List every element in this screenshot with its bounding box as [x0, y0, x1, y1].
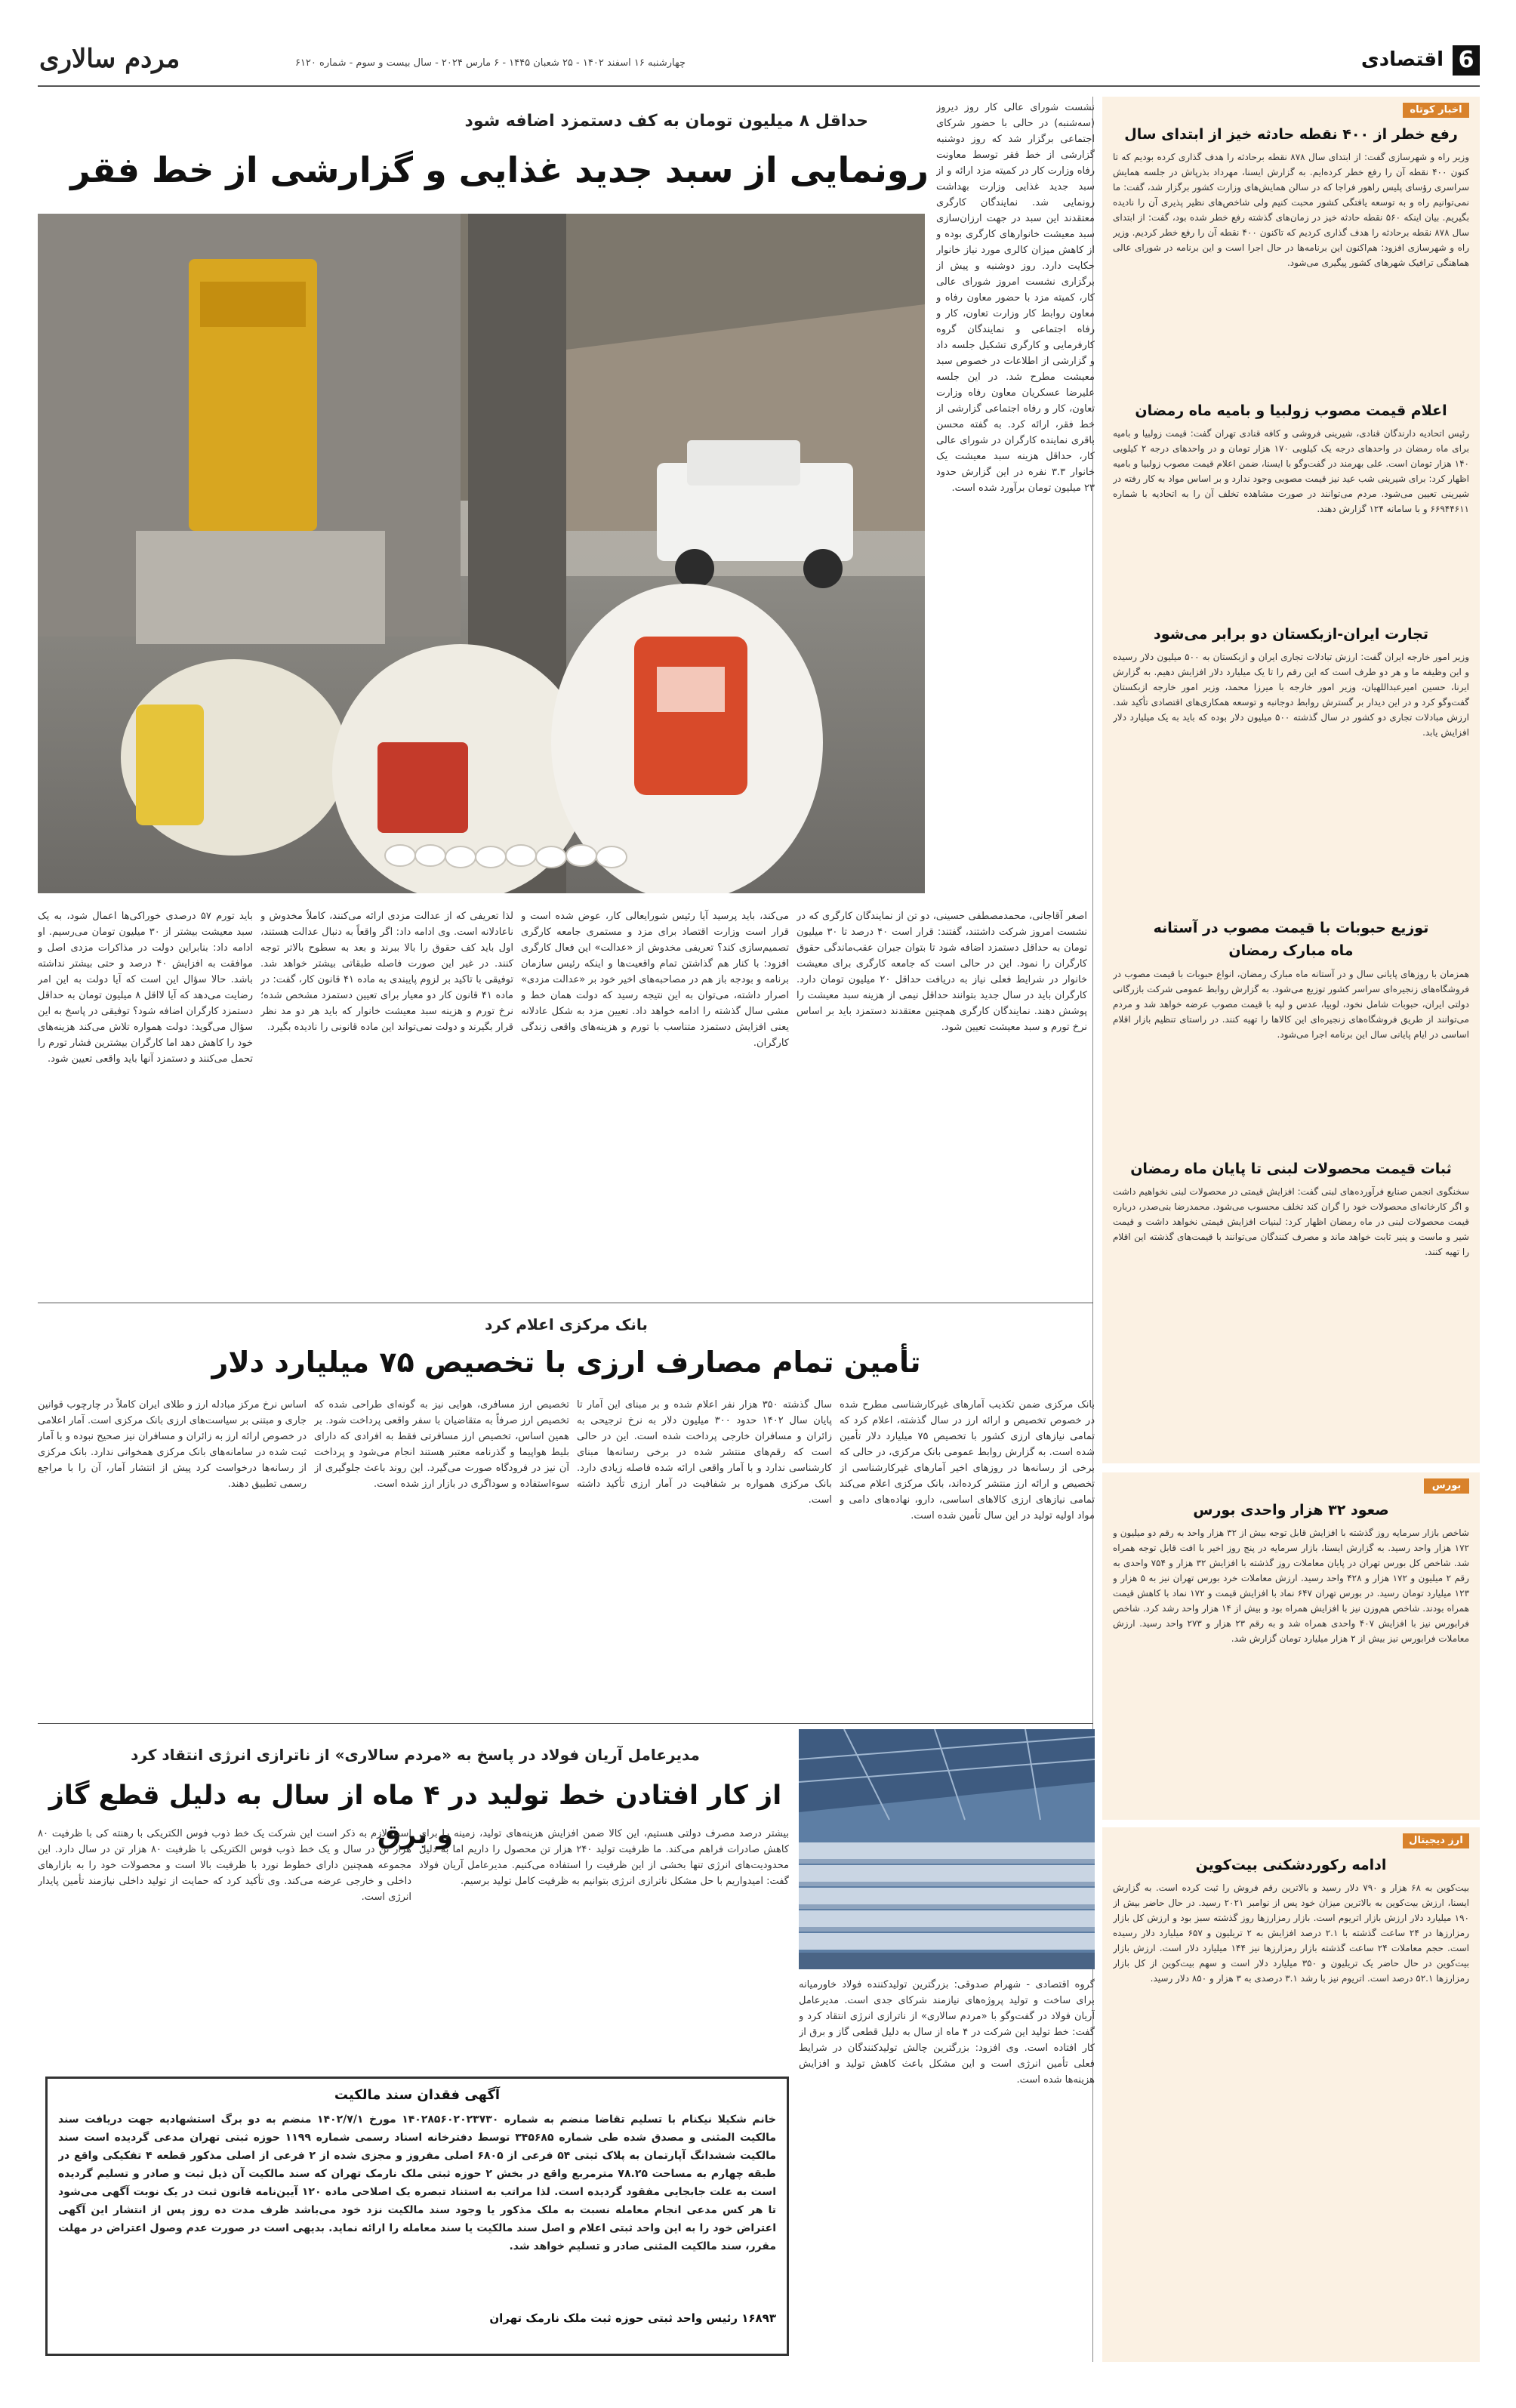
article-3-col-b: است لازم به ذکر است این شرکت یک خط ذوب فوس الکتریکی با رهنته کی با ظرفیت ۸۰ هزار تن در سال و یک خط ذوب فوس الکتریکی با ظرفیت ۸۰ هزار تن در سال دارد. این مجموعه همچنین دارای خطوط نورد با ظرفیت بالا است و محصولات خود را به بازارهای داخلی و خارجی عرضه می‌کند. وی تأکید کرد که حمایت از تولید داخلی نیازمند تأمین پایدار انرژی است. — [38, 1828, 411, 1903]
section-title: اقتصادی — [1360, 48, 1444, 71]
crypto-body: بیت‌کوین به ۶۸ هزار و ۷۹۰ دلار رسید و بالاترین رقم فروش را ثبت کرده است. به گزارش ایسنا، ارزش بیت‌کوین به بالاترین میزان خود پس از نوامبر ۲۰۲۱ رسید. در حال حاضر بیش از ۱۹۰ میلیارد دلار ارزش بازار اتریوم است. بازار رمزارزها روز گذشته سبز بود و ارزش کل بازار رمزارزها در ۲۴ ساعت گذشته با ۲.۱ درصد افزایش به ۲ تریلیون و ۶۵۷ میلیارد دلار رسیده است. حجم معاملات ۲۴ ساعت گذشته بازار رمزارزها نیز ۱۴۴ میلیارد دلار است. ارزش بازار بیت‌کوین در حال حاضر یک تریلیون و ۳۵۰ میلیارد دلار است و سهم بیت‌کوین از کل بازار رمزارزها ۵۲.۱ درصد است. اتریوم نیز با رشد ۳.۱ درصدی به ۳ هزار و ۸۵۰ دلار رسید. — [1113, 1882, 1469, 1984]
ad-title: آگهی فقدان سند مالکیت — [334, 2087, 501, 2103]
date-line: چهارشنبه ۱۶ اسفند ۱۴۰۲ - ۲۵ شعبان ۱۴۴۵ - ۶ مارس ۲۰۲۴ - سال بیست و سوم - شماره ۶۱۲۰ — [294, 57, 686, 69]
section-rule — [38, 1723, 1093, 1724]
article-1-kicker: حداقل ۸ میلیون تومان به کف دستمزد اضافه شود — [464, 112, 868, 131]
article-2-kicker: بانک مرکزی اعلام کرد — [485, 1315, 648, 1333]
paper-logo: مردم سالاری — [39, 44, 180, 74]
news-body: وزیر امور خارجه ایران گفت: ارزش تبادلات تجاری ایران و ازبکستان به ۵۰۰ میلیون دلار رسیده و این وظیفه ما و هر دو طرف است که این رقم را تا یک میلیارد دلار افزایش دهیم. به گزارش ایرنا، حسین امیرعبداللهیان، وزیر امور خارجه با میرزا محمد، وزیر امور خارجه ازبکستان گفت‌وگو کرد و در این دیدار بر گسترش روابط دوجانبه و توسعه همکاری‌های اقتصادی تأکید شد. ارزش مبادلات تجاری دو کشور در سال گذشته ۵۰۰ میلیون دلار بوده که باید به یک میلیارد دلار افزایش یابد. — [1113, 652, 1469, 738]
article-1-col-right: نشست شورای عالی کار روز دیروز (سه‌شنبه) در حالی با حضور شرکای اجتماعی برگزار شد که روز دوشنبه گزارشی از خط فقر توسط معاونت رفاه وزارت کار در کمیته مزد ارائه و از سبد جدید غذایی وزارت بهداشت رونمایی شد. نمایندگان کارگری معتقدند این سبد در جهت ارزان‌سازی سبد معیشت خانوارهای کارگری بوده و از کاهش میزان کالری مورد نیاز خانوار حکایت دارد. روز دوشنبه و پیش از برگزاری نشست امروز شورای عالی کار، کمیته مزد با حضور معاون رفاه و معاون روابط کار وزارت تعاون، کار و رفاه اجتماعی و نمایندگان گروه کارفرمایی و کارگری تشکیل جلسه داد و گزارشی از اطلاعات در خصوص سبد معیشت مطرح شد. در این جلسه علیرضا عسکریان معاون رفاه وزارت تعاون، کار و رفاه اجتماعی گزارشی از خط فقر، ارائه کرد. به گفته محسن باقری نماینده کارگران در شورای عالی کار، حداقل هزینه سبد معیشت یک خانوار ۳.۳ نفره در این گزارش حدود ۲۳ میلیون تومان برآورد شده است. — [936, 102, 1095, 494]
food-basket-photo — [38, 214, 925, 893]
masthead-rule — [38, 85, 1480, 87]
news-title: توزیع حبوبات با قیمت مصوب در آستانه ماه مبارک رمضان — [1153, 920, 1429, 959]
article-1-col-d: باید تورم ۵۷ درصدی خوراکی‌ها اعمال شود، به یک سبد معیشت بیشتر از ۳۰ میلیون تومان می‌رسیم. او ادامه داد: بنابراین دولت در مذاکرات مزدی اصل و موافقت به افزایش ۴۰ درصد و حتی بیشتر نداشته باشد. حالا سؤال این است که آیا دولت به این امر رضایت می‌دهد که آیا لااقل ۸ میلیون تومان به حداقل دستمزد کارگران اضافه شود؟ توفیقی در پاسخ به این سؤال می‌گوید: دولت همواره تلاش می‌کند هزینه‌های خود را کاهش دهد اما کارگران بیشترین فشار تورم را تحمل می‌کنند و دستمزد آنها باید واقعی تعیین شود. — [38, 911, 253, 1065]
article-1-col-b: می‌کند، باید پرسید آیا رئیس شورایعالی کار، عوض شده است و قرار است وزارت اقتصاد برای مزد و مستمری جامعه کارگری تصمیم‌سازی کند؟ تعریفی مخدوش از «عدالت» این فعال کارگری افزود: با کنار هم گذاشتن تمام واقعیت‌ها و اینکه رئیس سازمان برنامه و بودجه باز هم در مصاحبه‌های اخیر خود بر «عدالت مزدی» اصرار داشته، می‌توان به این نتیجه رسید که دولت همان خط و مشی سال گذشته را ادامه خواهد داد. تعیین مزد به شکل عادلانه یعنی افزایش دستمزد متناسب با تورم و هزینه‌های واقعی زندگی کارگران. — [521, 911, 789, 1049]
article-1-col-c: لذا تعریفی که از عدالت مزدی ارائه می‌کنند، کاملاً مخدوش و ناعادلانه است. وی ادامه داد: اگر واقعاً به دنبال عدالت هستند، اول باید کف حقوق را بالا ببرند و بعد به سطوح بالاتر توجه کنند. در غیر این صورت فاصله طبقاتی بیشتر خواهد شد. توفیقی با تاکید بر لزوم پایبندی به ماده ۴۱ قانون کار، گفت: در ماده ۴۱ قانون کار دو معیار برای تعیین دستمزد مشخص شده؛ نرخ تورم و هزینه سبد معیشت خانوار که باید هر دو مد نظر قرار بگیرند و دولت نمی‌تواند این ماده قانونی را نادیده بگیرد. — [260, 911, 513, 1033]
news-title: اعلام قیمت مصوب زولبیا و بامیه ماه رمضان — [1135, 402, 1447, 419]
sidebar-stock — [1102, 1472, 1480, 1820]
news-body: رئیس اتحادیه دارندگان قنادی، شیرینی فروشی و کافه قنادی تهران گفت: قیمت زولبیا و بامیه برای ماه رمضان در واحدهای درجه یک کیلویی ۱۷۰ هزار تومان و در واحدهای درجه ۲ کیلویی ۱۴۰ هزار تومان است. علی بهرمند در گفت‌وگو با ایسنا، ضمن اعلام قیمت مصوب زولبیا و بامیه اظهار کرد: برای شیرینی شب عید نیز قیمت مصوبی وجود ندارد و بر اساس مواد به کار رفته در شیرینی تعیین می‌شود. مردم می‌توانند در صورت مشاهده تخلف آن را به اتحادیه با شماره ۶۶۹۴۴۶۱۱ و با سامانه ۱۲۴ گزارش دهند. — [1113, 428, 1469, 514]
article-3-kicker: مدیرعامل آریان فولاد در پاسخ به «مردم سالاری» از ناترازی انرژی انتقاد کرد — [131, 1746, 700, 1764]
article-3-col-right: گروه اقتصادی - شهرام صدوقی: بزرگترین تولیدکننده فولاد خاورمیانه برای ساخت و تولید پروژه‌های نیازمند شرکای جدی است. مدیرعامل آریان فولاد در گفت‌وگو با «مردم سالاری» از ناترازی انرژی انتقاد کرد و گفت: خط تولید این شرکت در ۴ ماه از سال به دلیل قطعی گاز و برق از کار افتاده است. وی افزود: بزرگترین چالش تولیدکنندگان در شرایط فعلی تأمین انرژی است و این مشکل باعث کاهش تولید و افزایش هزینه‌ها شده است. — [799, 1979, 1095, 2086]
article-3-photo — [799, 1729, 1095, 1969]
ad-body: خانم شکیلا نیکنام با تسلیم تقاضا منضم به شماره ۱۴۰۲۸۵۶۰۲۰۲۳۷۳۰ مورخ ۱۴۰۲/۷/۱ منضم به دو برگ استشهادیه جهت دریافت سند مالکیت المثنی و مصدق شده طی شماره ۳۴۵۶۸۵ توسط دفترخانه اسناد رسمی شماره ۱۱۹۹ حوزه ثبتی تهران مدعی گردیده است سند مالکیت ششدانگ آپارتمان به پلاک ثبتی ۵۴ فرعی از ۶۸۰۵ اصلی مفروز و مجزی شده از ۲ فرعی از اصلی مذکور قطعه ۴ تفکیکی واقع در طبقه چهارم به مساحت ۷۸.۲۵ مترمربع واقع در بخش ۲ حوزه ثبتی ملک نارمک تهران که سند مالکیت آن ذیل ثبت و صادر و تسلیم گردیده است به علت جابجایی مفقود گردیده است. لذا مراتب به استناد تبصره یک اصلاحی ماده ۱۲۰ آیین‌نامه قانون ثبت در یک نوبت آگهی می‌شود تا هر کس مدعی انجام معامله نسبت به ملک مذکور یا وجود سند مالکیت نزد خود می‌باشد ظرف مدت ده روز پس از انتشار این آگهی اعتراض خود را به این واحد ثبتی اعلام و اصل سند مالکیت یا سند معامله را ارائه نماید. بدیهی است در صورت عدم وصول اعتراض در مهلت مقرر، سند مالکیت المثنی صادر و تسلیم خواهد شد. — [58, 2114, 776, 2252]
news-body: سخنگوی انجمن صنایع فرآورده‌های لبنی گفت: افزایش قیمتی در محصولات لبنی نخواهیم داشت و اگر کارخانه‌ای محصولات خود را گران کند تخلف محسوب می‌شود. محمدرضا بنی‌صدر، درباره قیمت محصولات لبنی در ماه رمضان اظهار کرد: لبنیات افزایش قیمتی نخواهد داشت و قیمت شیر و ماست و پنیر ثابت خواهد ماند و مصرف کنندگان می‌توانند با قیمت‌های گذشته این اقلام را تهیه کنند. — [1113, 1186, 1469, 1257]
article-2-headline: تأمین تمام مصارف ارزی با تخصیص ۷۵ میلیارد دلار — [211, 1346, 921, 1379]
tag-short-news: اخبار کوتاه — [1403, 103, 1469, 118]
tag-stock: بورس — [1424, 1478, 1469, 1494]
article-2-col-d: اساس نرخ مرکز مبادله ارز و طلای ایران کاملاً در چارچوب قوانین جاری و مبتنی بر سیاست‌های ارزی بانک مرکزی است. آمار اعلامی در خصوص ارائه ارز به زائران و مسافران نیز صحیح نبوده و با آمار ثبت شده در سامانه‌های بانک مرکزی همخوانی ندارد. بانک مرکزی از رسانه‌ها درخواست کرد پیش از انتشار آمار، آن را با مراجع رسمی تطبیق دهند. — [38, 1399, 307, 1490]
news-title: تجارت ایران-ازبکستان دو برابر می‌شود — [1154, 626, 1428, 643]
article-2-col-b: سال گذشته ۳۵۰ هزار نفر اعلام شده و بر مبنای این آمار تا پایان سال ۱۴۰۲ حدود ۳۰۰ میلیون دلار به نرخ ترجیحی به زائران و مسافران خارجی پرداخت شده است. این در حالی است که رقم‌های منتشر شده در برخی رسانه‌ها مبنای کارشناسی ندارد و با آمار واقعی ارائه شده فاصله زیادی دارد. بانک مرکزی همواره بر شفافیت در آمار ارزی تأکید داشته است. — [577, 1399, 832, 1506]
article-3-col-a: بیشتر درصد مصرف دولتی هستیم، این کالا ضمن افزایش هزینه‌های تولید، زمینه را برای کاهش صادرات فراهم می‌کند. ما ظرفیت تولید ۲۴۰ هزار تن محصول را داریم اما به دلیل محدودیت‌های انرژی تنها بخشی از این ظرفیت را استفاده می‌کنیم. مدیرعامل آریان فولاد گفت: امیدواریم با حل مشکل ناترازی انرژی بتوانیم به ظرفیت کامل تولید برسیم. — [419, 1828, 789, 1887]
news-title: رفع خطر از ۴۰۰ نقطه حادثه خیز از ابتدای سال — [1124, 126, 1458, 143]
article-1-photo — [38, 214, 925, 893]
steel-warehouse-photo — [799, 1729, 1095, 1969]
stock-body: شاخص بازار سرمایه روز گذشته با افزایش قابل توجه بیش از ۳۲ هزار واحد به رقم دو میلیون و ۱۷۲ هزار واحد رسید. به گزارش ایسنا، بازار سرمایه در پنج روز اخیر با افت قابل توجه همراه شد. شاخص کل بورس تهران در پایان معاملات روز گذشته با افزایش ۳۲ هزار و ۷۵۴ واحدی به رقم ۲ میلیون و ۱۷۲ هزار و ۴۲۸ واحد رسید. ارزش معاملات خرد بورس تهران نیز به ۵ هزار و ۱۲۳ میلیارد تومان رسید. در بورس تهران ۶۴۷ نماد با افزایش قیمت و ۱۷۲ نماد با کاهش قیمت همراه بودند. شاخص هم‌وزن نیز با افزایش همراه بود و بیش از ۱۴ هزار واحد رشد کرد. شاخص فرابورس نیز با افزایش ۴۰۷ واحدی همراه شد و به رقم ۲۳ هزار و ۲۷۳ واحد رسید. ارزش معاملات فرابورس نیز بیش از ۲ هزار میلیارد تومان گزارش شد. — [1113, 1528, 1469, 1644]
crypto-title: ادامه رکوردشکنی بیت‌کوین — [1195, 1857, 1387, 1873]
news-title: ثبات قیمت محصولات لبنی تا پایان ماه رمضان — [1130, 1161, 1452, 1177]
ad-signature: ۱۶۸۹۳ رئیس واحد ثبتی حوزه ثبت ملک نارمک تهران — [489, 2311, 776, 2325]
page-number: 6 — [1458, 47, 1474, 73]
article-1-headline: رونمایی از سبد جدید غذایی و گزارشی از خط فقر — [70, 150, 929, 190]
news-body: وزیر راه و شهرسازی گفت: از ابتدای سال ۸۷۸ نقطه برحادثه را هدف گذاری کرده بودیم که تا کنون ۴۰۰ نقطه آن را رفع خطر کرده‌ایم. به گزارش ایسنا، مهرداد بذرپاش در جلسه همایش سراسری رؤسای پلیس راهور فراجا که در سالن همایش‌های وزارت کشور برگزار شد، گفت: ما نمی‌توانیم راه و به توسعه یافتگی کشور محبت کنیم ولی شاخص‌های نظیر پذیری آن را نادیده بگیریم. بیان اینکه ۵۶۰ نقطه حادثه خیز در زمان‌های گذشته رفع خطر شده بود، گفت: از ابتدای سال ۸۷۸ نقطه برحادثه را هدف گذاری کردیم که تاکنون ۴۰۰ نقطه آن را رفع خطر کردیم. وزیر راه و شهرسازی افزود: هم‌اکنون این برنامه‌ها در حال اجرا است و این برنامه در شورای عالی هماهنگی ترافیک شهرهای کشور پیگیری می‌شود. — [1113, 152, 1469, 268]
article-3-headline: از کار افتادن خط تولید در ۴ ماه از سال به دلیل قطع گاز و برق — [48, 1781, 782, 1850]
article-1-col-a: اصغر آقاجانی، محمدمصطفی حسینی، دو تن از نمایندگان کارگری که در نشست امروز شرکت داشتند، گفتند: قرار است ۴۰ درصد تا ۳۰ میلیون تومان به حداقل دستمزد اضافه شود تا بتوان جبران عقب‌ماندگی حقوق کارگران را نمود. این در حالی است که جامعه کارگری برای معیشت خانوار در شرایط فعلی نیاز به دریافت حداقل ۲۰ میلیون تومان دارد. کارگران باید در سال جدید بتوانند حداقل نیمی از هزینه سبد معیشت را پوشش دهند. نمایندگان کارگری همچنین معتقدند دستمزد باید بر اساس نرخ تورم و سبد معیشت تعیین شود. — [797, 911, 1087, 1033]
stock-title: صعود ۳۲ هزار واحدی بورس — [1193, 1502, 1389, 1518]
sidebar-short-news — [1102, 97, 1480, 1463]
page-number-badge — [1453, 45, 1480, 76]
article-1 — [38, 97, 1095, 1301]
masthead — [0, 0, 1516, 89]
sidebar-crypto — [1102, 1827, 1480, 2362]
legal-ad-box — [45, 2077, 789, 2356]
article-2-col-c: تخصیص ارز مسافری، هوایی نیز به گونه‌ای طراحی شده که تخصیص ارز صرفاً به متقاضیان با سفر واقعی پرداخت شود. بر همین اساس، تخصیص ارز مسافرتی فقط به افرادی که دارای بلیط هواپیما و گذرنامه معتبر هستند انجام می‌شود و پرداخت آن نیز در فرودگاه صورت می‌گیرد. این روند باعث جلوگیری از سوءاستفاده و سوداگری در بازار ارز شده است. — [314, 1399, 569, 1490]
article-2 — [38, 1308, 1095, 1719]
tag-crypto: ارز دیجیتال — [1403, 1833, 1469, 1848]
article-3 — [38, 1729, 1095, 2363]
news-body: همزمان با روزهای پایانی سال و در آستانه ماه مبارک رمضان، انواع حبوبات با قیمت مصوب در فروشگاه‌های زنجیره‌ای سراسر کشور توزیع می‌شود. به گزارش روابط عمومی شرکت بازرگانی دولتی ایران، حبوبات شامل نخود، لوبیا، عدس و لپه با قیمت مصوب عرضه خواهد شد و مردم می‌توانند از طریق فروشگاه‌های زنجیره‌ای این کالاها را تهیه کنند. در راستای تنظیم بازار اقلام اساسی در ایام پایانی سال این برنامه اجرا می‌شود. — [1113, 969, 1469, 1040]
article-2-col-a: بانک مرکزی ضمن تکذیب آمارهای غیرکارشناسی مطرح شده در خصوص تخصیص و ارائه ارز در سال گذشته، اعلام کرد که تمامی نیازهای ارزی کشور با تخصیص ۷۵ میلیارد دلار تأمین شده است. به گزارش روابط عمومی بانک مرکزی، در حالی که برخی از رسانه‌ها در روزهای اخیر آمارهای غیرکارشناسی از تخصیص و ارائه ارز منتشر کرده‌اند، بانک مرکزی اعلام می‌کند تمامی نیازهای ارزی کالاهای اساسی، دارو، نهاده‌های دامی و مواد اولیه تولید در این سال تأمین شده است. — [840, 1399, 1095, 1522]
